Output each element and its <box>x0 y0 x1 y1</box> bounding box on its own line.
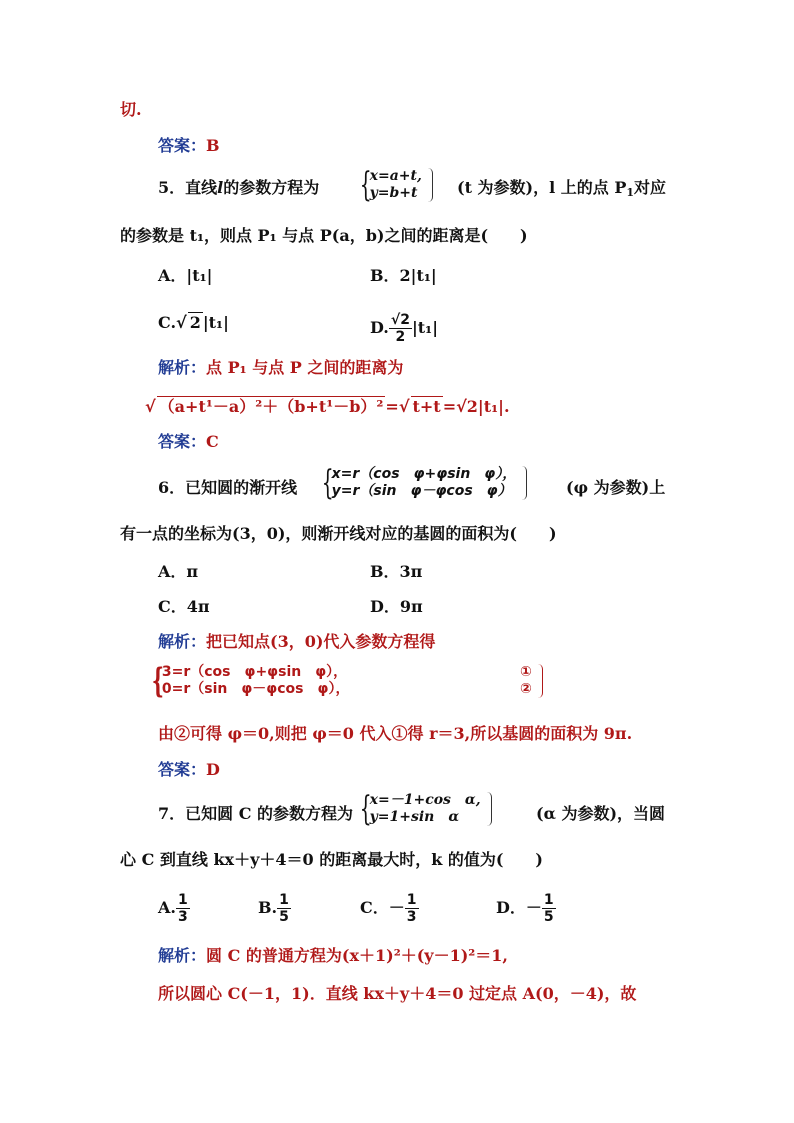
q5-option-b: B．2|t₁| <box>370 266 437 285</box>
q5-parametric-system <box>350 165 433 205</box>
analysis-label: 解析： <box>158 632 207 651</box>
q6-answer <box>158 760 220 780</box>
q6-eq-x: x=r（cos φ+φsin φ）， <box>331 466 517 482</box>
q5-stem-line1 <box>158 178 319 198</box>
equals: = <box>442 397 457 416</box>
q6-param-note: (φ 为参数)上 <box>566 478 666 497</box>
q6-parametric-system <box>312 463 527 503</box>
q5-option-d <box>370 312 438 345</box>
q5-answer <box>158 432 219 452</box>
fraction <box>176 892 190 925</box>
right-bar <box>428 168 433 202</box>
analysis-label: 解析： <box>158 946 207 965</box>
mark-circle-2: ② <box>520 681 532 697</box>
answer-label: 答案： <box>158 136 207 155</box>
q6-analysis <box>158 632 435 652</box>
analysis-text: 点 P₁ 与点 P 之间的距离为 <box>206 358 404 377</box>
q7-eq-y: y=1+sin α <box>369 809 460 825</box>
q5-equations <box>370 168 422 202</box>
q6-substituted-system <box>142 661 543 701</box>
q6-substituted-equations <box>162 664 532 698</box>
sqrt-symbol: √ <box>456 397 467 416</box>
left-brace: { <box>359 789 372 829</box>
denominator: 3 <box>177 909 188 925</box>
option-letter: D．－ <box>496 898 542 917</box>
q5-text: 的参数方程为 <box>223 178 320 197</box>
q6-stem-line2: 有一点的坐标为(3，0)，则渐开线对应的基圆的面积为( ) <box>120 524 557 543</box>
answer-label: 答案： <box>158 760 207 779</box>
q7-analysis-line2: 所以圆心 C(－1，1)．直线 kx＋y＋4＝0 过定点 A(0，－4)，故 <box>158 984 637 1003</box>
q5-distance-formula <box>145 396 510 417</box>
fraction <box>389 312 412 345</box>
q6-eq-y: y=r（sin φ－φcos φ） <box>331 483 512 499</box>
q5-option-a: A．|t₁| <box>158 266 213 285</box>
q6-option-d: D．9π <box>370 597 423 616</box>
q6-stem-line1 <box>158 478 297 498</box>
previous-analysis-tail: 切. <box>120 100 142 119</box>
option-letter: C．－ <box>360 898 405 917</box>
denominator: 5 <box>279 909 289 925</box>
answer-value: D <box>206 760 220 779</box>
option-letter: A. <box>158 898 176 917</box>
right-bar <box>522 466 527 500</box>
option-letter: C. <box>158 313 177 332</box>
q7-number: 7． <box>158 804 186 823</box>
q7-param-note: (α 为参数)，当圆 <box>536 804 666 823</box>
answer-label: 答案： <box>158 432 207 451</box>
q6-conclusion: 由②可得 φ＝0,则把 φ＝0 代入①得 r＝3,所以基圆的面积为 9π. <box>158 724 633 743</box>
result: 2|t₁|. <box>466 397 510 416</box>
q7-option-d <box>496 892 556 925</box>
q5-analysis <box>158 358 403 378</box>
numerator: 1 <box>543 892 554 908</box>
system-eq-1: 3=r（cos φ+φsin φ）， <box>161 664 348 680</box>
answer-value: C <box>206 432 219 451</box>
right-bar <box>538 664 543 698</box>
q7-option-c <box>360 892 419 925</box>
answer-value: B <box>206 136 220 155</box>
q7-stem-line2: 心 C 到直线 kx＋y＋4＝0 的距离最大时，k 的值为( ) <box>120 850 544 869</box>
q7-option-b <box>258 892 291 925</box>
numerator: 1 <box>406 892 417 908</box>
q7-eq-x: x=－1+cos α, <box>369 792 481 808</box>
left-brace: { <box>359 165 372 205</box>
numerator: 1 <box>279 892 289 908</box>
q7-equations <box>370 792 481 826</box>
q5-eq-y: y=b+t <box>369 185 418 201</box>
denominator: 5 <box>543 909 554 925</box>
q5-text: 对应 <box>634 178 667 197</box>
system-row-1 <box>162 664 532 681</box>
numerator: 1 <box>177 892 188 908</box>
sqrt-symbol: √ <box>145 397 156 416</box>
denominator: 3 <box>406 909 417 925</box>
analysis-text: 把已知点(3，0)代入参数方程得 <box>206 632 436 651</box>
q5-option-c <box>158 312 229 333</box>
q5-param-note: (t 为参数)， <box>457 178 550 197</box>
right-bar <box>487 792 492 826</box>
radicand: （a+t¹－a）²＋（b+t¹－b）² <box>158 397 384 416</box>
answer-row-prev <box>158 136 220 156</box>
q6-text: 已知圆的渐开线 <box>185 478 298 497</box>
q7-option-a <box>158 892 190 925</box>
q5-text: 直线 <box>185 178 218 197</box>
sqrt-symbol: √ <box>176 313 187 332</box>
numerator: √2 <box>390 312 410 328</box>
denominator: 2 <box>395 329 406 345</box>
fraction <box>405 892 419 925</box>
q6-number: 6． <box>158 478 186 497</box>
q5-text: l 上的点 P <box>549 178 627 197</box>
option-tail: |t₁| <box>202 313 229 332</box>
radicand: t+t <box>412 397 441 416</box>
q5-var-l: l <box>217 178 224 197</box>
option-tail: |t₁| <box>411 318 439 337</box>
q7-parametric-system <box>350 789 492 829</box>
q5-eq-x: x=a+t, <box>369 168 422 184</box>
option-letter: D. <box>370 318 389 337</box>
q7-analysis <box>158 946 508 966</box>
analysis-text: 圆 C 的普通方程为(x＋1)²＋(y－1)²＝1, <box>206 946 508 965</box>
q6-option-a: A．π <box>158 562 199 581</box>
radicand: 2 <box>189 313 201 332</box>
left-brace: { <box>151 661 164 701</box>
fraction <box>542 892 556 925</box>
q6-option-b: B．3π <box>370 562 423 581</box>
system-row-2 <box>162 681 532 698</box>
q5-stem-line1-end <box>457 178 666 203</box>
q7-text: 已知圆 C 的参数方程为 <box>185 804 354 823</box>
left-brace: { <box>321 463 334 503</box>
q5-sub: 1 <box>626 186 635 199</box>
system-eq-2: 0=r（sin φ－φcos φ）， <box>161 681 350 697</box>
equals: = <box>385 397 399 416</box>
analysis-label: 解析： <box>158 358 207 377</box>
mark-circle-1: ① <box>520 664 532 680</box>
fraction <box>277 892 291 925</box>
option-letter: B. <box>258 898 278 917</box>
q5-number: 5． <box>158 178 186 197</box>
q6-equations <box>332 466 517 500</box>
q6-option-c: C．4π <box>158 597 210 616</box>
q7-stem-line1 <box>158 804 353 824</box>
q5-stem-line2: 的参数是 t₁，则点 P₁ 与点 P(a，b)之间的距离是( ) <box>120 226 528 245</box>
sqrt-symbol: √ <box>398 397 410 416</box>
